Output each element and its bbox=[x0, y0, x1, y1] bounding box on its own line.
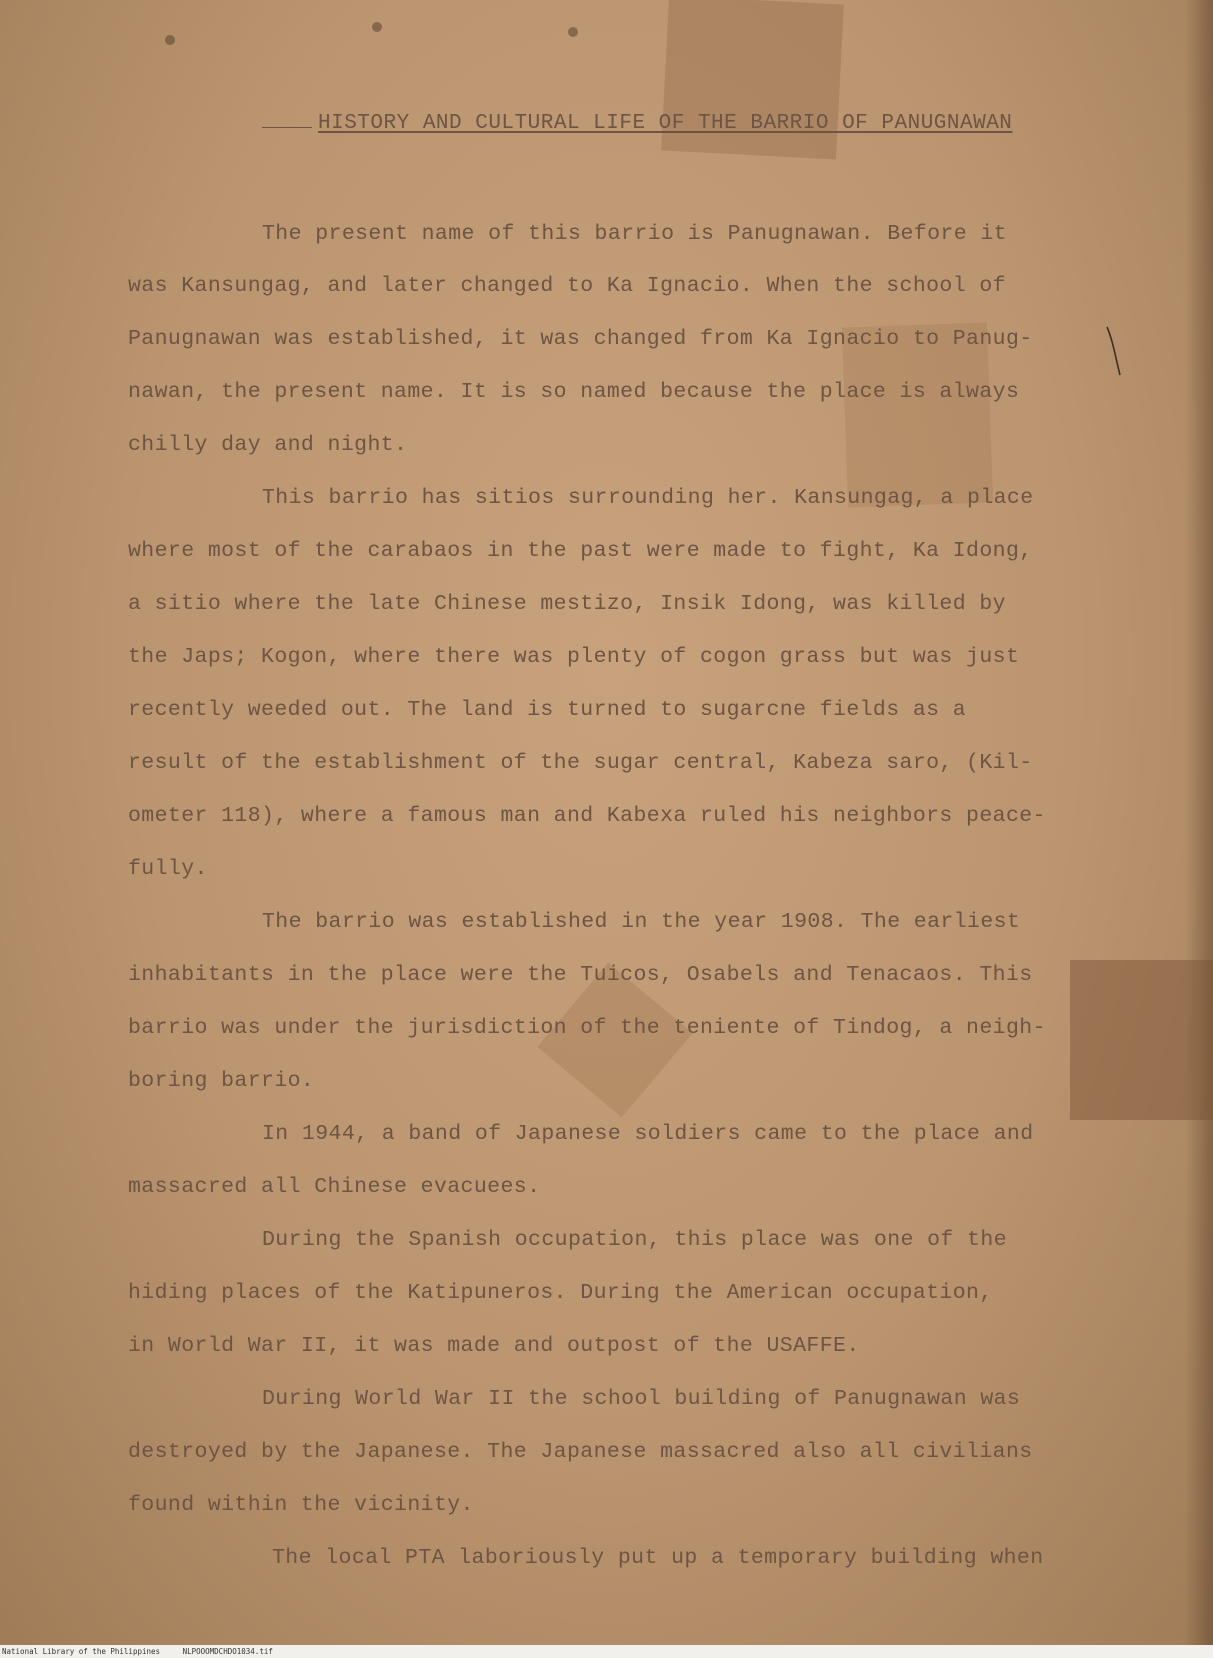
footer-file: NLPOOOMDCHDO1034.tif bbox=[182, 1647, 273, 1656]
pin-hole-3 bbox=[568, 27, 578, 37]
text-line: boring barrio. bbox=[128, 1069, 315, 1093]
text-line: Panugnawan was established, it was changed from Ka Ignacio to Panug- bbox=[128, 327, 1033, 351]
text-line: in World War II, it was made and outpost of the USAFFE. bbox=[128, 1334, 860, 1358]
document-title bbox=[262, 112, 1022, 135]
text-line: ometer 118), where a famous man and Kabexa ruled his neighbors peace- bbox=[128, 804, 1046, 828]
text-line: result of the establishment of the sugar central, Kabeza saro, (Kil- bbox=[128, 751, 1033, 775]
text-line: fully. bbox=[128, 857, 208, 881]
text-line: chilly day and night. bbox=[128, 433, 408, 457]
pencil-mark-icon bbox=[1105, 325, 1123, 377]
text-line: During the Spanish occupation, this place was one of the bbox=[262, 1228, 1007, 1252]
title-text: HISTORY AND CULTURAL LIFE OF THE BARRIO OF PANUGNAWAN bbox=[318, 112, 1013, 135]
footer-source: National Library of the Philippines bbox=[2, 1647, 161, 1656]
text-line: barrio was under the jurisdiction of the teniente of Tindog, a neigh- bbox=[128, 1016, 1046, 1040]
pin-hole-2 bbox=[372, 22, 382, 32]
text-line: nawan, the present name. It is so named because the place is always bbox=[128, 380, 1020, 404]
text-line: This barrio has sitios surrounding her. Kansungag, a place bbox=[262, 486, 1034, 510]
text-line: In 1944, a band of Japanese soldiers came to the place and bbox=[262, 1122, 1034, 1146]
text-line: hiding places of the Katipuneros. During the American occupation, bbox=[128, 1281, 993, 1305]
tape-stain-right bbox=[1070, 960, 1213, 1120]
pin-hole-1 bbox=[165, 35, 175, 45]
text-line: During World War II the school building of Panugnawan was bbox=[262, 1387, 1021, 1411]
text-line: The local PTA laboriously put up a temporary building when bbox=[272, 1546, 1044, 1570]
text-line: was Kansungag, and later changed to Ka Ignacio. When the school of bbox=[128, 274, 1006, 298]
text-line: found within the vicinity. bbox=[128, 1493, 474, 1517]
text-line: massacred all Chinese evacuees. bbox=[128, 1175, 541, 1199]
text-line: inhabitants in the place were the Tuicos, Osabels and Tenacaos. This bbox=[128, 963, 1033, 987]
scan-footer bbox=[0, 1645, 1213, 1658]
text-line: destroyed by the Japanese. The Japanese massacred also all civilians bbox=[128, 1440, 1033, 1464]
text-line: a sitio where the late Chinese mestizo, Insik Idong, was killed by bbox=[128, 592, 1006, 616]
text-line: where most of the carabaos in the past were made to fight, Ka Idong, bbox=[128, 539, 1033, 563]
text-line: the Japs; Kogon, where there was plenty of cogon grass but was just bbox=[128, 645, 1020, 669]
page-edge-shadow bbox=[1185, 0, 1213, 1658]
tape-stain-top bbox=[661, 0, 844, 159]
text-line: The present name of this barrio is Panugnawan. Before it bbox=[262, 222, 1007, 246]
title-underline-lead bbox=[262, 127, 312, 128]
text-line: recently weeded out. The land is turned to sugarcne fields as a bbox=[128, 698, 967, 722]
text-line: The barrio was established in the year 1908. The earliest bbox=[262, 910, 1021, 934]
